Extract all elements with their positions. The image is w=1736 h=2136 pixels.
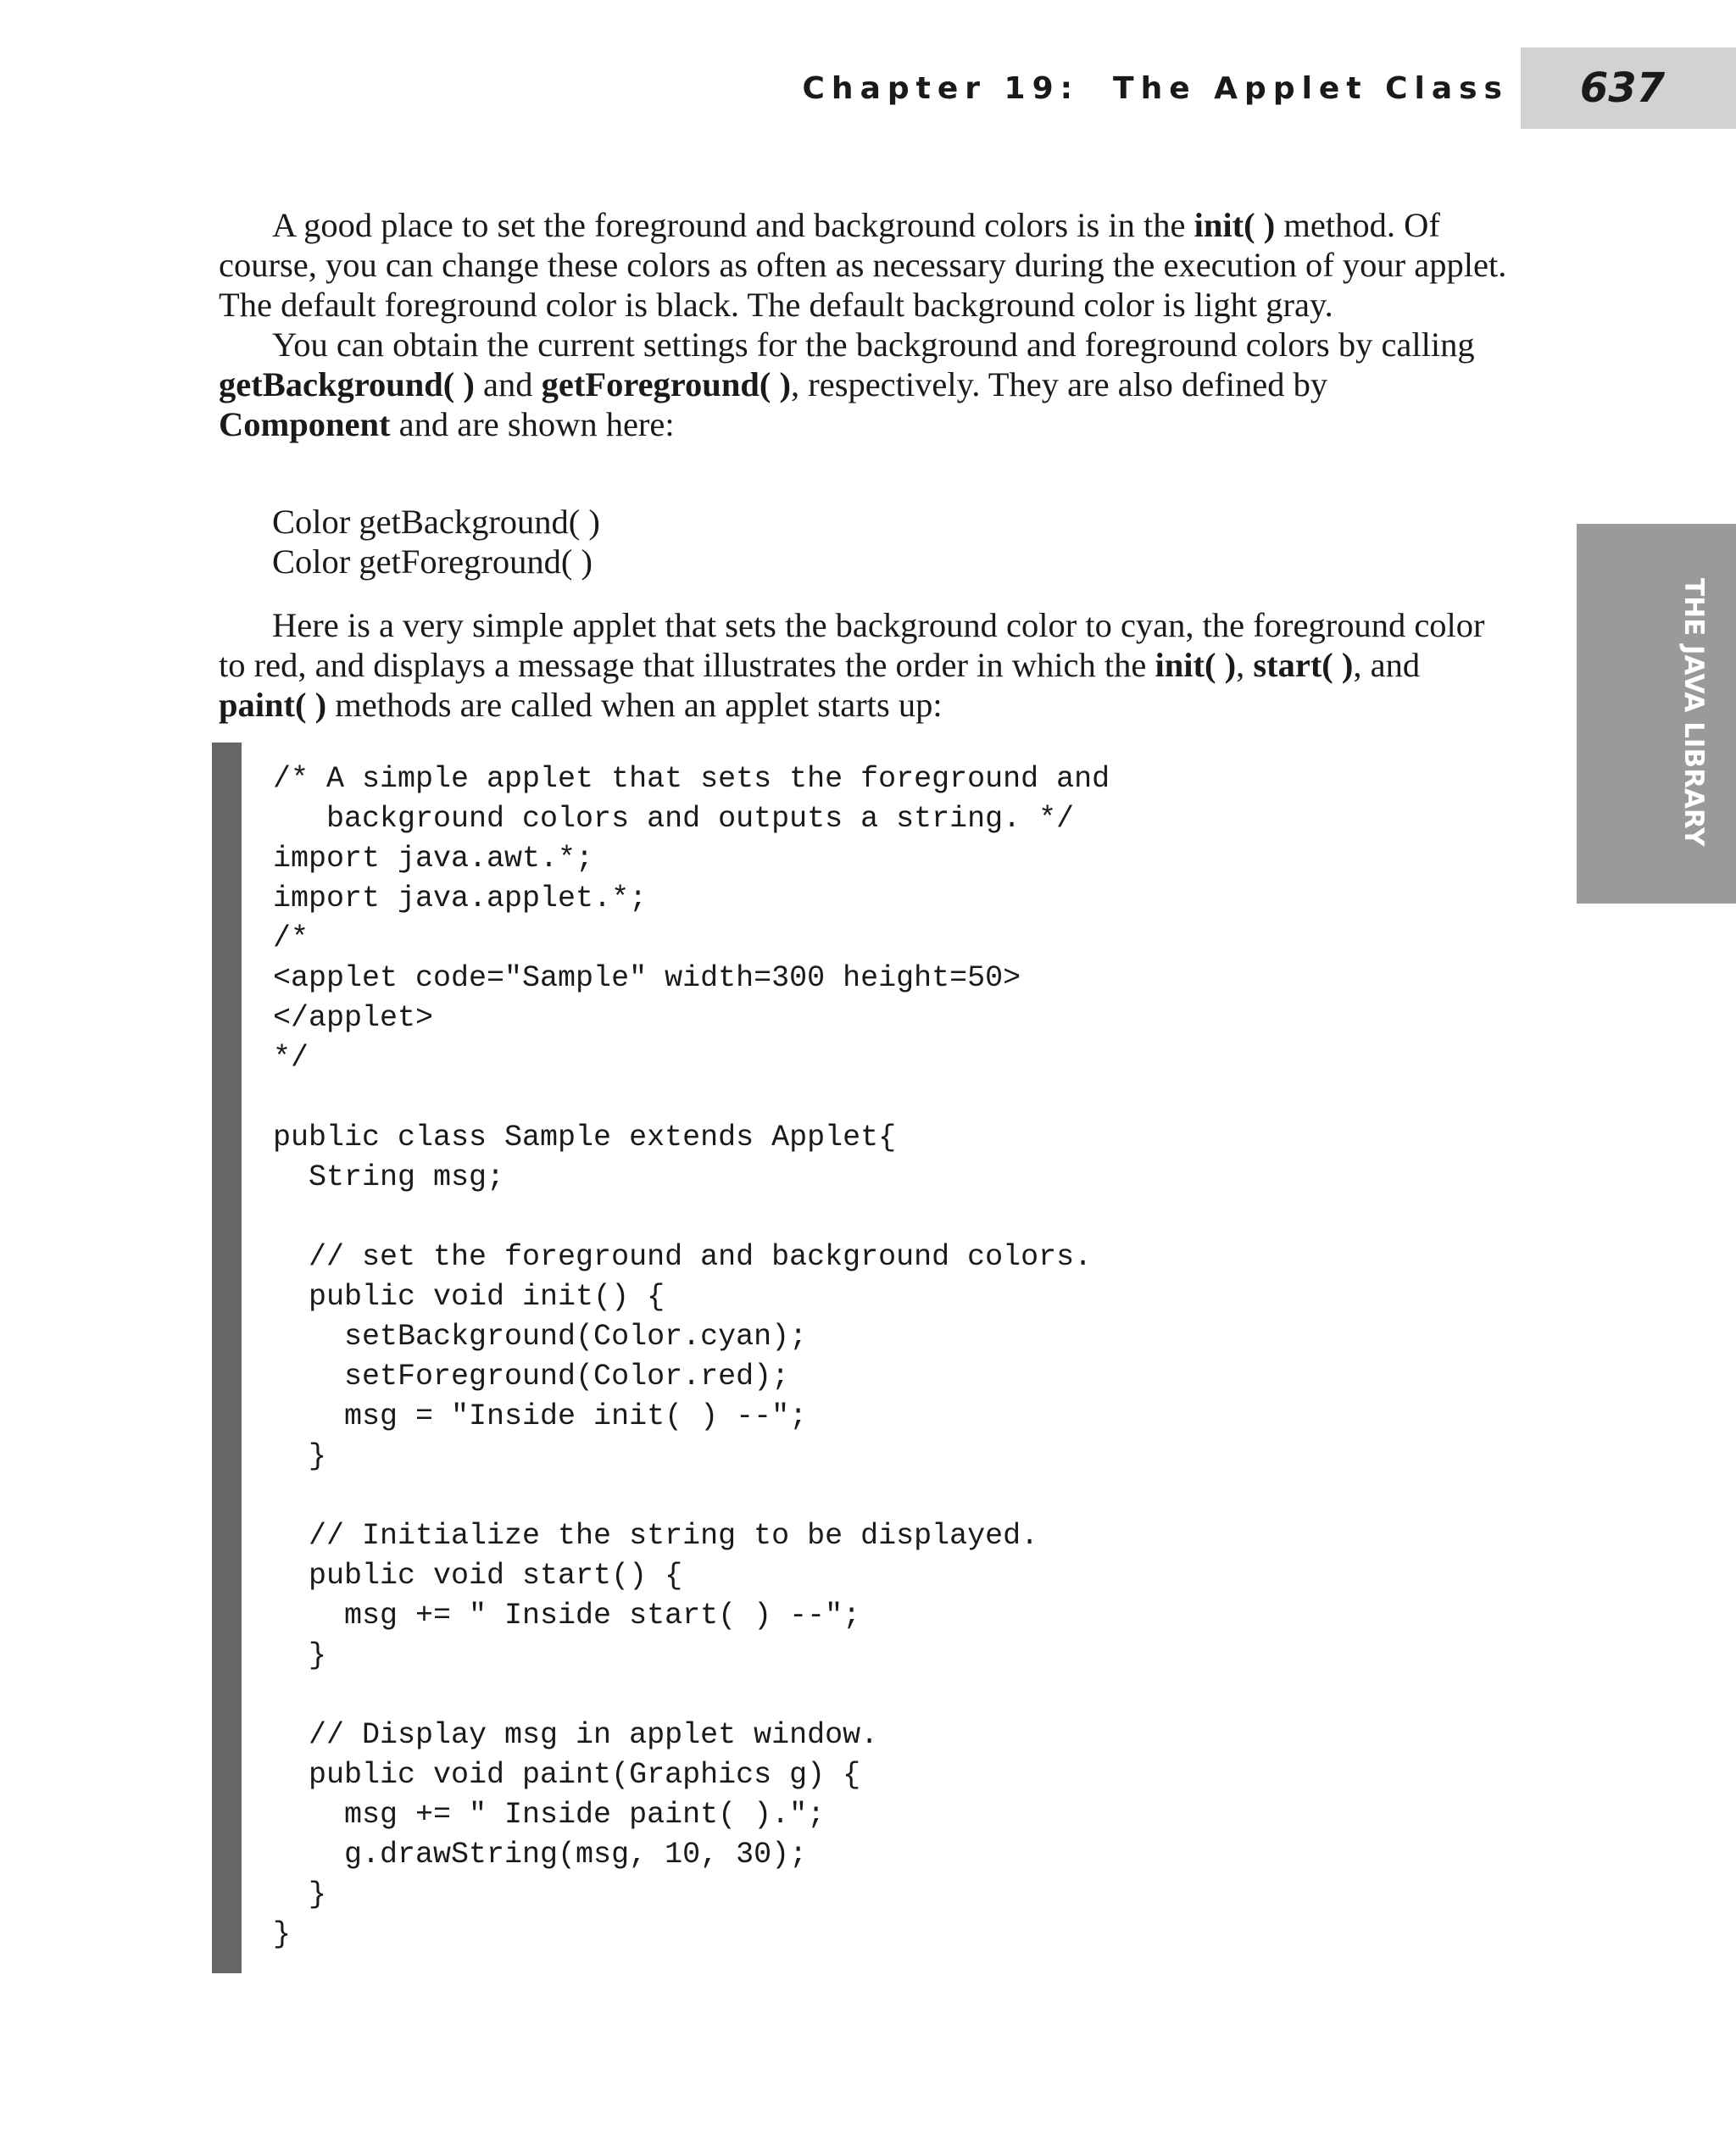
code-term: getBackground( ) (219, 365, 475, 403)
text-run: You can obtain the current settings for the background and foreground colors by calling (272, 325, 1475, 364)
code-line (273, 1477, 1110, 1516)
paragraph-sample-intro (219, 605, 1507, 725)
body-text-top (219, 205, 1507, 444)
code-line: msg = "Inside init( ) --"; (273, 1399, 808, 1433)
code-line: /* A simple applet that sets the foreground and (273, 762, 1110, 796)
code-line: } (273, 1877, 327, 1911)
chapter-number: Chapter 19: (802, 71, 1080, 106)
code-line: import java.awt.*; (273, 842, 594, 876)
code-line: msg += " Inside start( ) --"; (273, 1599, 861, 1633)
code-line: } (273, 1917, 292, 1951)
section-thumb-label: THE JAVA LIBRARY (1678, 578, 1709, 847)
code-term: Component (219, 405, 391, 443)
code-line: } (273, 1638, 327, 1672)
code-term: getForeground( ) (541, 365, 791, 403)
code-margin-bar (212, 743, 242, 1973)
code-term: init( ) (1155, 646, 1237, 684)
text-run: Here is a very simple applet that sets the background color to cyan, the foreground color to red, and displays a message that illustrates the order in which the (219, 606, 1485, 684)
paragraph-colors-intro (219, 205, 1507, 325)
code-line: } (273, 1439, 327, 1473)
text-run: , (1236, 646, 1254, 684)
method-declarations (272, 502, 600, 581)
code-term: paint( ) (219, 686, 327, 724)
code-line (273, 1198, 1110, 1238)
code-line: background colors and outputs a string. */ (273, 802, 1075, 836)
declaration-line: Color getForeground( ) (272, 542, 593, 581)
text-run: , respectively. They are also defined by (790, 365, 1328, 403)
code-listing (273, 759, 1110, 1955)
code-line: String msg; (273, 1160, 505, 1194)
text-run: methods are called when an applet starts up: (326, 686, 943, 724)
section-thumb-tab (1577, 524, 1736, 904)
code-term: init( ) (1194, 206, 1276, 244)
text-run: , and (1353, 646, 1421, 684)
code-line: public class Sample extends Applet{ (273, 1121, 897, 1154)
code-line: public void start() { (273, 1559, 683, 1593)
code-line: public void paint(Graphics g) { (273, 1758, 861, 1792)
declaration-line: Color getBackground( ) (272, 503, 600, 541)
running-head (803, 71, 1509, 106)
code-line: msg += " Inside paint( )."; (273, 1798, 826, 1832)
body-text-bottom (219, 605, 1507, 725)
text-run: method. Of course, you can change these colors as often as necessary during the execution of your applet. The default foreground color is black. The default background color is light gray. (219, 206, 1507, 324)
page-number-tab (1521, 47, 1736, 129)
code-line: g.drawString(msg, 10, 30); (273, 1838, 808, 1872)
code-line: setForeground(Color.red); (273, 1360, 790, 1393)
code-line: /* (273, 921, 309, 955)
paragraph-get-colors (219, 325, 1507, 444)
code-line: import java.applet.*; (273, 882, 648, 915)
code-line: setBackground(Color.cyan); (273, 1320, 808, 1354)
chapter-title: The Applet Class (1113, 71, 1509, 106)
code-line: // set the foreground and background colors. (273, 1240, 1093, 1274)
page-number: 637 (1579, 64, 1666, 112)
code-line: */ (273, 1041, 309, 1075)
text-run: and (474, 365, 542, 403)
code-line (273, 1078, 1110, 1118)
code-line: <applet code="Sample" width=300 height=50> (273, 961, 1021, 995)
text-run: A good place to set the foreground and background colors is in the (272, 206, 1194, 244)
code-term: start( ) (1253, 646, 1354, 684)
text-run: and are shown here: (390, 405, 675, 443)
code-line: </applet> (273, 1001, 434, 1035)
code-line: public void init() { (273, 1280, 665, 1314)
code-line (273, 1676, 1110, 1716)
code-line: // Display msg in applet window. (273, 1718, 879, 1752)
code-line: // Initialize the string to be displayed. (273, 1519, 1039, 1553)
